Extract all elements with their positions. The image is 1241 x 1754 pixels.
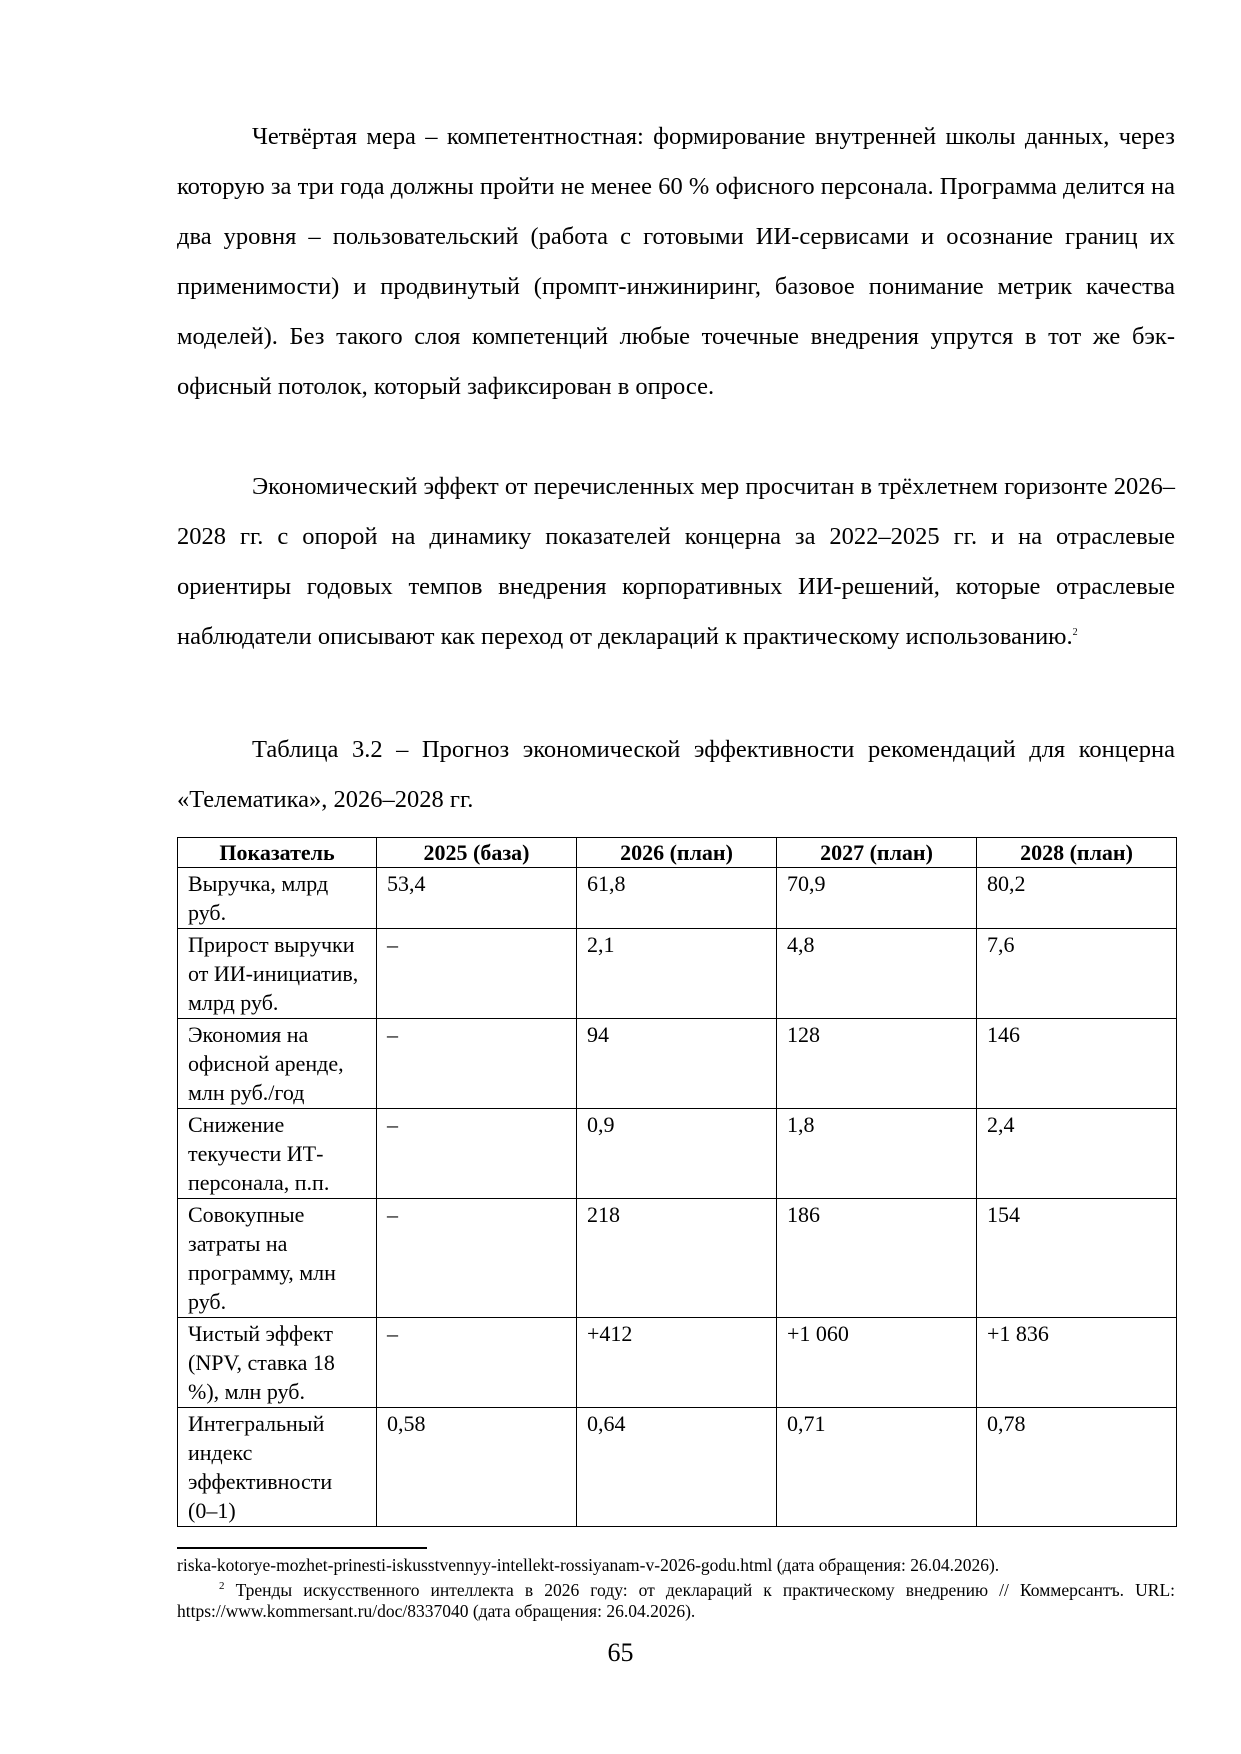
table-cell: –: [377, 1019, 577, 1109]
table-cell: 0,58: [377, 1408, 577, 1527]
footnote-continued: riska-kotorye-mozhet-prinesti-iskusstvennyy-intellekt-rossiyanam-v-2026-godu.html (дата обращения: 26.04.2026).: [177, 1555, 1000, 1575]
footnotes: [177, 1555, 1175, 1622]
table-cell: +412: [577, 1318, 777, 1408]
paragraph-economic-effect-text: Экономический эффект от перечисленных мер просчитан в трёхлетнем горизонте 2026–2028 гг. с опорой на динамику показателей концерна за 2022–2025 гг. и на отраслевые ориентиры годовых темпов внедрения корпоративных ИИ-решений, которые отраслевые наблюдатели описывают как переход от деклараций к практическому использованию.: [177, 473, 1175, 650]
table-cell: –: [377, 1199, 577, 1318]
header-indicator: Показатель: [178, 838, 377, 868]
table-cell: Экономия на офисной аренде, млн руб./год: [178, 1019, 377, 1109]
table-caption: Таблица 3.2 – Прогноз экономической эффективности рекомендаций для концерна «Телематика», 2026–2028 гг.: [177, 736, 1175, 813]
table-cell: 1,8: [777, 1109, 977, 1199]
table-cell: –: [377, 1109, 577, 1199]
table-row: [178, 1408, 1177, 1527]
table-cell: 70,9: [777, 868, 977, 929]
table-row: [178, 868, 1177, 929]
table-row: [178, 929, 1177, 1019]
footnote-separator: [177, 1547, 427, 1549]
table-cell: 94: [577, 1019, 777, 1109]
table-cell: 146: [977, 1019, 1177, 1109]
table-cell: Чистый эффект (NPV, ставка 18 %), млн руб.: [178, 1318, 377, 1408]
table-row: [178, 1318, 1177, 1408]
footnote-2-number: 2: [219, 1580, 225, 1592]
table-cell: 186: [777, 1199, 977, 1318]
table-cell: +1 836: [977, 1318, 1177, 1408]
table-cell: 2,1: [577, 929, 777, 1019]
table-cell: 128: [777, 1019, 977, 1109]
table-cell: Выручка, млрд руб.: [178, 868, 377, 929]
table-header-row: [178, 838, 1177, 868]
table-cell: +1 060: [777, 1318, 977, 1408]
table-cell: Совокупные затраты на программу, млн руб.: [178, 1199, 377, 1318]
header-2028: 2028 (план): [977, 838, 1177, 868]
header-2026: 2026 (план): [577, 838, 777, 868]
forecast-table: [177, 837, 1177, 1527]
table-cell: 0,9: [577, 1109, 777, 1199]
table-cell: 0,71: [777, 1408, 977, 1527]
header-2025: 2025 (база): [377, 838, 577, 868]
table-cell: Прирост выручки от ИИ-инициатив, млрд руб.: [178, 929, 377, 1019]
footnote-2-text: Тренды искусственного интеллекта в 2026 году: от деклараций к практическому внедрению // Коммерсантъ. URL: https://www.kommersant.ru/doc/8337040 (дата обращения: 26.04.2026).: [177, 1579, 1175, 1621]
table-cell: –: [377, 1318, 577, 1408]
table-cell: 7,6: [977, 929, 1177, 1019]
table-row: [178, 1199, 1177, 1318]
table-cell: 4,8: [777, 929, 977, 1019]
footnote-2: [177, 1576, 1175, 1622]
table-cell: 53,4: [377, 868, 577, 929]
table-cell: 2,4: [977, 1109, 1177, 1199]
table-cell: 0,64: [577, 1408, 777, 1527]
table-cell: 80,2: [977, 868, 1177, 929]
table-cell: 154: [977, 1199, 1177, 1318]
table-row: [178, 1019, 1177, 1109]
table-cell: Снижение текучести ИТ-персонала, п.п.: [178, 1109, 377, 1199]
page-number: 65: [607, 1638, 634, 1667]
table-cell: 61,8: [577, 868, 777, 929]
paragraph-competence-measure: Четвёртая мера – компетентностная: формирование внутренней школы данных, через которую за три года должны пройти не менее 60 % офисного персонала. Программа делится на два уровня – пользовательский (работа с готовыми ИИ-сервисами и осознание границ их применимости) и продвинутый (промпт-инжиниринг, базовое понимание метрик качества моделей). Без такого слоя компетенций любые точечные внедрения упрутся в тот же бэк-офисный потолок, который зафиксирован в опросе.: [177, 123, 1175, 400]
header-2027: 2027 (план): [777, 838, 977, 868]
table-cell: 218: [577, 1199, 777, 1318]
footnote-reference[interactable]: 2: [1072, 626, 1078, 638]
table-cell: Интегральный индекс эффективности (0–1): [178, 1408, 377, 1527]
table-cell: –: [377, 929, 577, 1019]
table-cell: 0,78: [977, 1408, 1177, 1527]
table-row: [178, 1109, 1177, 1199]
paragraph-economic-effect: [177, 462, 1175, 662]
